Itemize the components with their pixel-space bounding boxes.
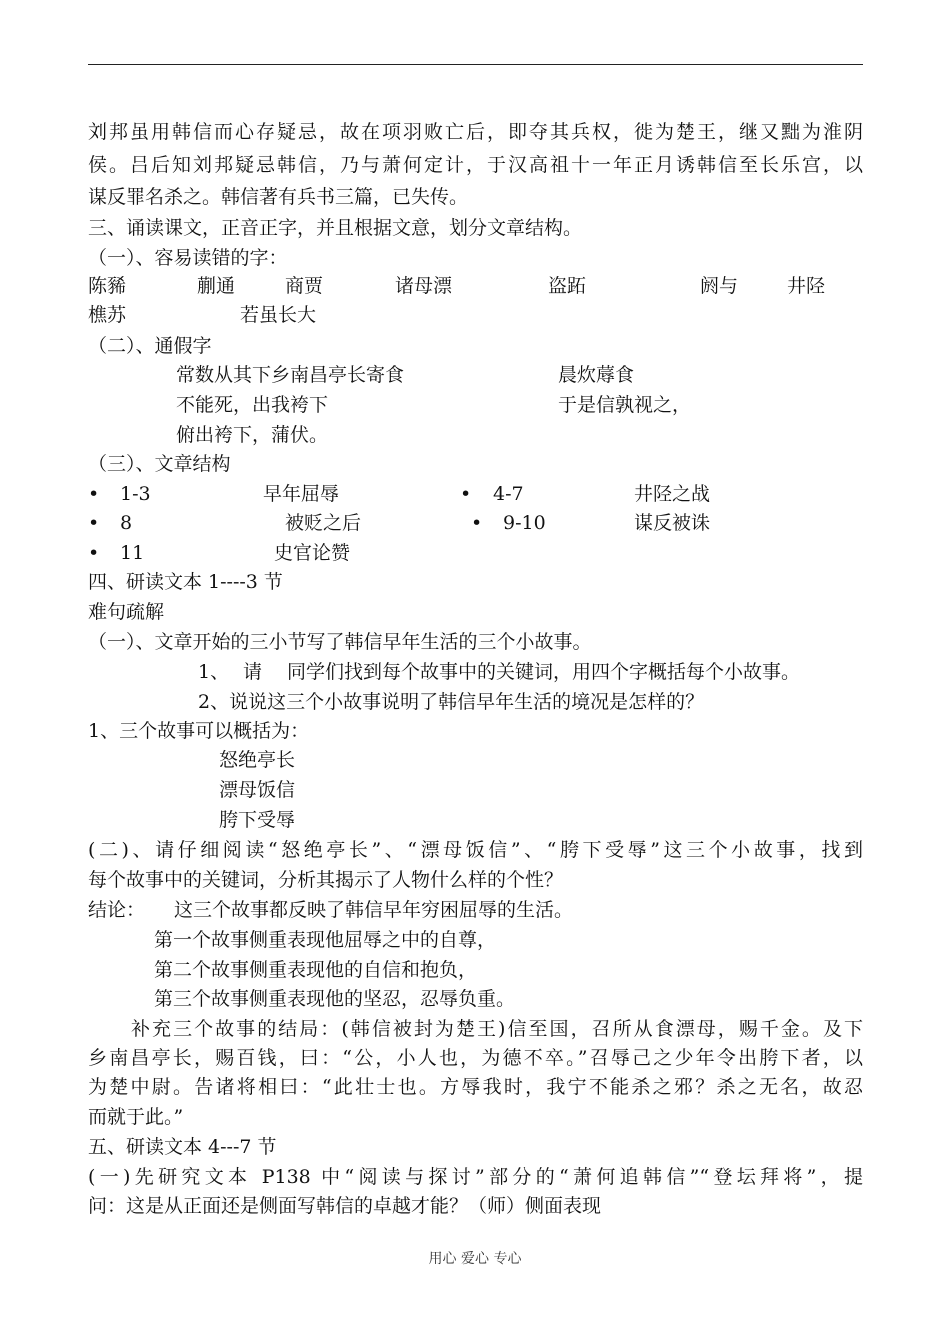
word-item: 阏与: [700, 275, 739, 297]
word-item: 若虽长大: [240, 304, 317, 326]
paragraph-line: 刘邦虽用韩信而心存疑忌，故在项羽败亡后，即夺其兵权，徙为楚王，继又黜为淮阴: [88, 121, 863, 143]
sub-heading: （一）、容易读错的字：: [88, 247, 288, 269]
paragraph-line: 为楚中尉。告诸将相曰：“此壮士也。方辱我时，我宁不能杀之邪？杀之无名，故忍: [88, 1076, 863, 1098]
conclusion-point: 第三个故事侧重表现他的坚忍，忍辱负重。: [154, 988, 516, 1010]
sub-heading: 难句疏解: [88, 601, 165, 623]
section-heading: 五、研读文本 4---7 节: [88, 1136, 277, 1158]
structure-num: 1-3: [120, 483, 151, 505]
question: (二)、请仔细阅读“怒绝亭长”、“漂母饭信”、“胯下受辱”这三个小故事，找到: [88, 839, 863, 861]
structure-title: 谋反被诛: [634, 512, 711, 534]
tongjia-item: 常数从其下乡南昌亭长寄食: [176, 364, 405, 386]
word-item: 商贾: [285, 275, 324, 297]
word-item: 盗跖: [548, 275, 587, 297]
structure-num: 9-10: [503, 512, 546, 534]
section-heading: 三、诵读课文，正音正字，并且根据文意，划分文章结构。: [88, 217, 583, 239]
tongjia-item: 于是信孰视之，: [558, 394, 692, 416]
structure-title: 被贬之后: [285, 512, 362, 534]
word-item: 樵苏: [88, 304, 127, 326]
word-item: 井陉: [787, 275, 826, 297]
word-item: 蒯通: [197, 275, 236, 297]
structure-title: 井陉之战: [634, 483, 711, 505]
sub-heading: （三）、文章结构: [88, 453, 231, 475]
sub-heading: （二）、通假字: [88, 335, 212, 357]
paragraph-line: 补充三个故事的结局：(韩信被封为楚王)信至国，召所从食漂母，赐千金。及下: [131, 1018, 863, 1040]
structure-num: 4-7: [493, 483, 524, 505]
question-item: 2、说说这三个小故事说明了韩信早年生活的境况是怎样的？: [198, 691, 705, 713]
page-footer: 用心 爱心 专心: [428, 1251, 522, 1267]
question: （一）、文章开始的三小节写了韩信早年生活的三个小故事。: [88, 631, 592, 653]
conclusion-text: 这三个故事都反映了韩信早年穷困屈辱的生活。: [174, 899, 574, 921]
conclusion-point: 第二个故事侧重表现他的自信和抱负，: [154, 959, 478, 981]
paragraph-line: 谋反罪名杀之。韩信著有兵书三篇，已失传。: [88, 186, 469, 208]
question-item: 同学们找到每个故事中的关键词，用四个字概括每个小故事。: [287, 661, 801, 683]
bullet: •: [471, 512, 483, 534]
tongjia-item: 不能死，出我袴下: [176, 394, 329, 416]
structure-num: 11: [120, 542, 145, 564]
question: 问：这是从正面还是侧面写韩信的卓越才能？（师）侧面表现: [88, 1195, 602, 1217]
question-item-num: 1、: [198, 661, 230, 683]
paragraph-line: 乡南昌亭长，赐百钱，曰：“公，小人也，为德不卒。”召辱己之少年令出胯下者，以: [88, 1047, 863, 1069]
paragraph-line: 侯。吕后知刘邦疑忌韩信，乃与萧何定计，于汉高祖十一年正月诱韩信至长乐宫，以: [88, 154, 863, 176]
structure-title: 早年屈辱: [263, 483, 340, 505]
structure-title: 史官论赞: [274, 542, 351, 564]
structure-num: 8: [120, 512, 133, 534]
question: (一)先研究文本 P138 中“阅读与探讨”部分的“萧何追韩信”“登坛拜将”，提: [88, 1166, 863, 1188]
conclusion-point: 第一个故事侧重表现他屈辱之中的自尊，: [154, 929, 497, 951]
story-title: 怒绝亭长: [219, 749, 296, 771]
question: 每个故事中的关键词，分析其揭示了人物什么样的个性？: [88, 869, 564, 891]
bullet: •: [460, 483, 472, 505]
question-item: 请: [243, 661, 263, 683]
header-rule: [88, 64, 863, 65]
bullet: •: [88, 542, 100, 564]
story-title: 漂母饭信: [219, 779, 296, 801]
bullet: •: [88, 512, 100, 534]
word-item: 陈豨: [88, 275, 127, 297]
story-title: 胯下受辱: [219, 809, 296, 831]
summary-intro: 1、三个故事可以概括为：: [88, 720, 310, 742]
conclusion-label: 结论：: [88, 899, 146, 921]
bullet: •: [88, 483, 100, 505]
tongjia-item: 俯出袴下，蒲伏。: [176, 424, 329, 446]
section-heading: 四、研读文本 1----3 节: [88, 571, 283, 593]
word-item: 诸母漂: [395, 275, 453, 297]
tongjia-item: 晨炊蓐食: [558, 364, 635, 386]
paragraph-line: 而就于此。”: [88, 1106, 184, 1128]
